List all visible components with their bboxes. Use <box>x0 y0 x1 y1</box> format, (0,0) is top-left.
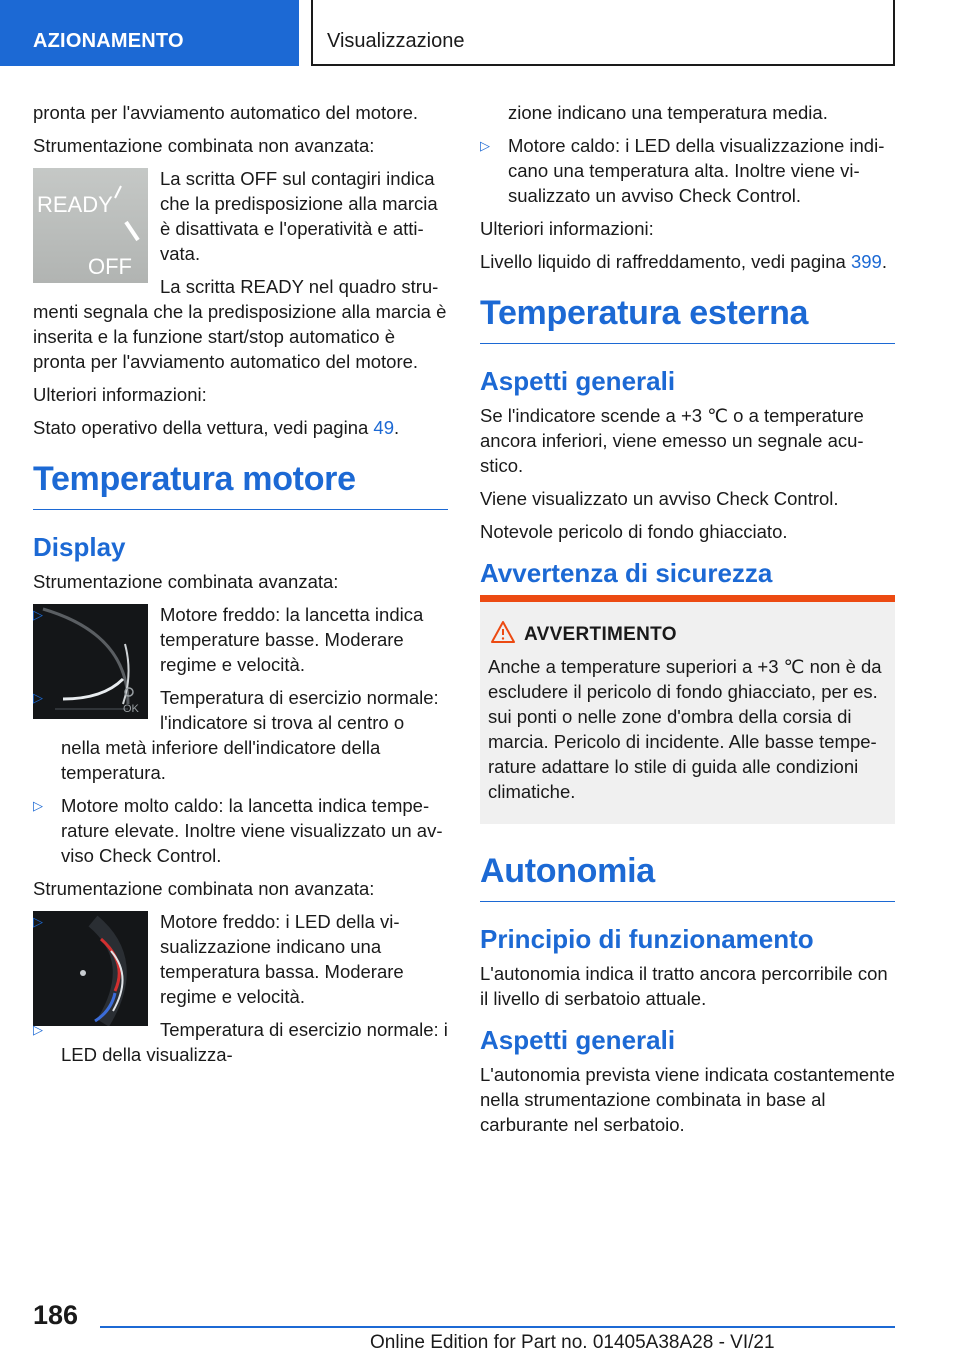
paragraph: L'autonomia prevista viene indicata costantemente nella strumentazione combinata in base al carburante nel serbatoio. <box>480 1064 895 1135</box>
page-link-49[interactable]: 49 <box>373 417 394 438</box>
off-label: OFF <box>88 254 132 279</box>
advanced-gauge-block <box>33 602 448 793</box>
chapter-tab: AZIONAMENTO <box>0 0 299 66</box>
paragraph: Notevole pericolo di fondo ghiacciato. <box>480 521 788 542</box>
triangle-bullet-icon: ▷ <box>480 138 490 153</box>
heading-principle: Principio di funzionamento <box>480 924 814 954</box>
paragraph: Strumentazione combinata non avanzata: <box>33 135 375 156</box>
bullet-list <box>33 793 448 868</box>
paragraph: Strumentazione combinata avanzata: <box>33 571 339 592</box>
paragraph-with-link: Stato operativo della vettura, vedi pagina 49. <box>33 417 400 438</box>
heading-safety-notice: Avvertenza di sicurezza <box>480 558 773 588</box>
warning-box <box>480 595 895 824</box>
paragraph: La scritta READY nel quadro strumenti segnala che la predisposizione alla marcia è inserita e la funzione start/stop automatico è pronta per l'avviamento automatico del motore. <box>33 276 447 372</box>
ok-label: OK <box>123 703 139 715</box>
list-item: ▷ Motore freddo: la lancetta indica temperature basse. Moderare regime e velocità. <box>33 604 424 675</box>
left-column <box>33 100 448 1075</box>
list-item: ▷ Motore caldo: i LED della visualizzazione indicano una temperatura alta. Inoltre viene visualizzato un avviso Check Control. <box>480 135 885 206</box>
heading-display: Display <box>33 532 126 562</box>
ready-off-display-image <box>33 168 148 283</box>
triangle-bullet-icon: ▷ <box>33 914 43 929</box>
list-item-continued: zione indicano una temperatura media. <box>508 102 828 123</box>
ready-image-block <box>33 166 448 382</box>
triangle-bullet-icon: ▷ <box>33 1022 43 1037</box>
paragraph: Ulteriori informazioni: <box>33 384 207 405</box>
paragraph: pronta per l'avviamento automatico del motore. <box>33 102 419 123</box>
paragraph: L'autonomia indica il tratto ancora percorribile con il livello di serbatoio attuale. <box>480 963 888 1009</box>
paragraph: La scritta OFF sul contagiri indica che la predisposizione alla marcia è disattivata e l'operatività e attivata. <box>160 168 438 264</box>
bullet-list <box>33 602 448 785</box>
bullet-list <box>480 100 895 208</box>
bullet-list <box>33 909 448 1067</box>
triangle-bullet-icon: ▷ <box>33 690 43 705</box>
paragraph: Viene visualizzato un avviso Check Control. <box>480 488 839 509</box>
triangle-bullet-icon: ▷ <box>33 607 43 622</box>
list-item: ▷ Temperatura di esercizio normale: l'indicatore si trova al centro o nella metà inferiore dell'indicatore della temperatura. <box>33 687 439 783</box>
list-item: ▷ Temperatura di esercizio normale: i LED della visualizza- <box>33 1019 448 1065</box>
page-header <box>0 0 960 66</box>
basic-gauge-block <box>33 909 448 1075</box>
edition-text: Online Edition for Part no. 01405A38A28 - VI/21 <box>370 1332 775 1353</box>
footer-divider <box>100 1326 895 1328</box>
page-link-399[interactable]: 399 <box>850 251 882 272</box>
heading-range: Autonomia <box>480 852 895 902</box>
heading-general-2: Aspetti generali <box>480 1025 676 1055</box>
warning-title: AVVERTIMENTO <box>488 624 887 646</box>
heading-engine-temperature: Temperatura motore <box>33 460 448 510</box>
list-item: ▷ Motore molto caldo: la lancetta indica temperature elevate. Inoltre viene visualizzato un avviso Check Control. <box>33 795 443 866</box>
list-item: ▷ Motore freddo: i LED della visualizzazione indicano una temperatura bassa. Moderare regime e velocità. <box>33 911 404 1007</box>
page-footer <box>0 1290 960 1362</box>
heading-general: Aspetti generali <box>480 366 676 396</box>
warning-text: Anche a temperature superiori a +3 ℃ non è da escludere il pericolo di fondo ghiacciato, per es. sui ponti o nelle zone d'ombra della corsia di marcia. Pericolo di incidente. Alle basse temperature adattare lo stile di guida alle condizioni climatiche. <box>488 656 882 802</box>
right-column <box>480 100 895 1145</box>
warning-triangle-icon <box>490 620 516 650</box>
paragraph-with-link: Livello liquido di raffreddamento, vedi pagina 399. <box>480 251 887 272</box>
triangle-bullet-icon: ▷ <box>33 798 43 813</box>
paragraph: Se l'indicatore scende a +3 ℃ o a temperature ancora inferiori, viene emesso un segnale acustico. <box>480 405 864 476</box>
ready-label: READY <box>37 192 113 217</box>
section-title: Visualizzazione <box>311 0 895 66</box>
paragraph: Strumentazione combinata non avanzata: <box>33 878 375 899</box>
page-number: 186 <box>33 1300 79 1330</box>
paragraph: Ulteriori informazioni: <box>480 218 654 239</box>
heading-outside-temperature: Temperatura esterna <box>480 294 895 344</box>
